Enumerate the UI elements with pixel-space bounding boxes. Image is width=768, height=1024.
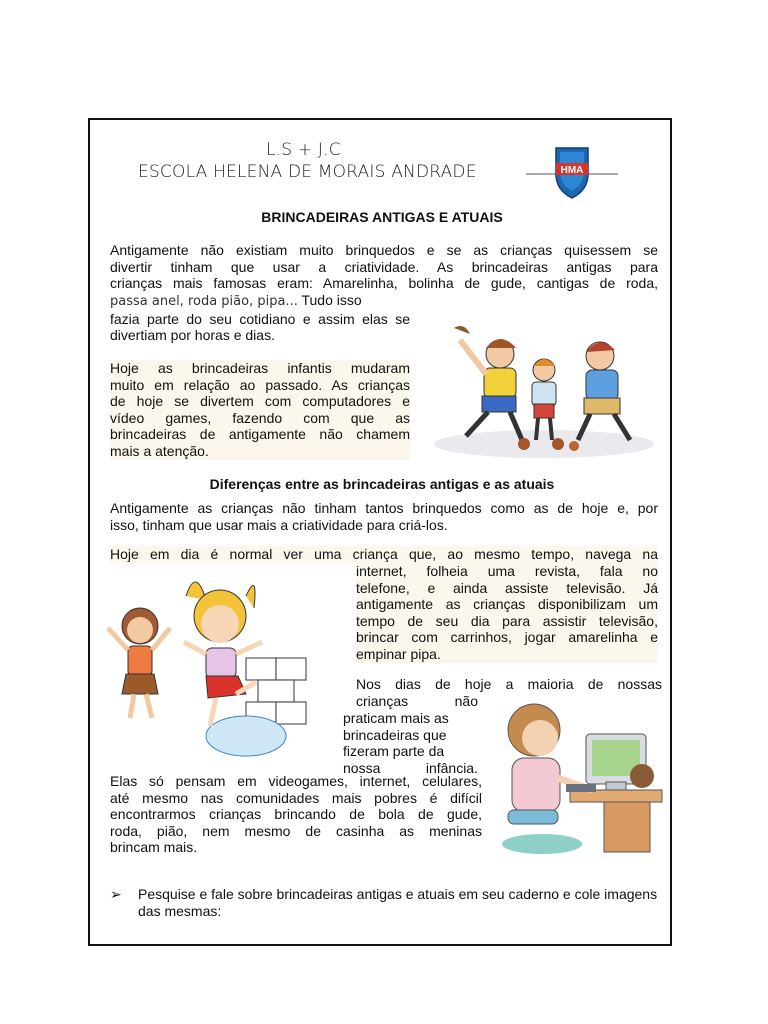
children-paragraph-middle [343, 710, 478, 776]
children-line: praticam mais as [343, 710, 449, 726]
kids-hopscotch-illustration [96, 566, 348, 762]
nowadays-line: telefone, e ainda assiste televisão. Já [356, 579, 658, 596]
children-line: fizeram parte da [343, 743, 445, 760]
today-line: muito em relação ao passado. As crianças [110, 376, 410, 393]
children-line: roda, pião, nem mesmo de casinha as meninas [110, 822, 482, 839]
children-line: encontrarmos crianças brincando de bola de gude, [110, 806, 482, 823]
intro-line: divertir tinham que usar a criatividade. As brincadeiras antigas para [110, 258, 658, 275]
school-logo [526, 144, 618, 200]
difference-paragraph [110, 500, 658, 533]
worksheet-page [88, 118, 672, 946]
section-subtitle: Diferenças entre as brincadeiras antigas e as atuais [209, 476, 555, 492]
children-line: Nos dias de hoje a maioria de nossas [356, 676, 662, 692]
authors: L.S + J.C [266, 140, 341, 160]
intro-line [110, 292, 410, 311]
nowadays-line: tempo de seu dia para assistir televisão, [356, 612, 658, 629]
children-line: nossa infância. [343, 759, 478, 776]
children-paragraph-top [356, 676, 662, 693]
intro-line: crianças mais famosas eram: Amarelinha, bolinha de gude, cantigas de roda, [110, 275, 658, 292]
today-line: vídeo games, fazendo com que as [110, 409, 410, 426]
today-line: Hoje as brincadeiras infantis mudaram [110, 360, 410, 376]
nowadays-line: internet, folheia uma revista, fala no [356, 563, 658, 579]
game-list: passa anel, roda pião, pipa... [110, 294, 298, 309]
nowadays-line: Hoje em dia é normal ver uma criança que, ao mesmo tempo, navega na [110, 546, 658, 562]
children-paragraph-bottom [110, 773, 482, 856]
nowadays-line: antigamente as crianças disponibilizam um [356, 596, 658, 613]
children-paragraph-top2 [356, 693, 478, 710]
nowadays-first-line [110, 546, 658, 563]
task-instruction: Pesquise e fale sobre brincadeiras antigas e atuais em seu caderno e cole imagens das mesmas: [138, 886, 658, 919]
child-at-computer-illustration [488, 694, 668, 860]
children-line: brincam mais. [110, 839, 198, 856]
today-paragraph [110, 360, 410, 460]
today-line: brincadeiras de antigamente não chamem [110, 426, 410, 443]
children-line: até mesmo nas comunidades mais pobres é difícil [110, 789, 482, 806]
difference-line: isso, tinham que usar mais a criatividade para criá-los. [110, 516, 448, 533]
today-line: de hoje se divertem com computadores e [110, 393, 410, 410]
intro-paragraph [110, 242, 658, 292]
page-title: BRINCADEIRAS ANTIGAS E ATUAIS [261, 209, 503, 225]
intro-line-tail: Tudo isso [301, 292, 362, 308]
nowadays-line: empinar pipa. [356, 645, 441, 662]
kids-playing-marbles-illustration [424, 304, 656, 466]
task-bullet-icon: ➢ [110, 886, 122, 902]
difference-line: Antigamente as crianças não tinham tantos brinquedos como as de hoje e, por [110, 500, 658, 516]
nowadays-line: brincar com carrinhos, jogar amarelinha e [356, 629, 658, 646]
school-name: ESCOLA HELENA DE MORAIS ANDRADE [138, 162, 477, 182]
children-line: crianças não [356, 693, 478, 709]
intro-line: divertiam por horas e dias. [110, 327, 275, 344]
children-line: brincadeiras que [343, 726, 447, 743]
intro-line: Antigamente não existiam muito brinquedos e se as crianças quisessem se [110, 242, 658, 258]
nowadays-paragraph [356, 563, 658, 663]
logo-text: HMA [560, 165, 584, 176]
intro-paragraph-continued [110, 292, 410, 344]
children-line: Elas só pensam em videogames, internet, celulares, [110, 773, 482, 789]
today-line: mais a atenção. [110, 442, 209, 459]
intro-line: fazia parte do seu cotidiano e assim elas se [110, 310, 410, 327]
